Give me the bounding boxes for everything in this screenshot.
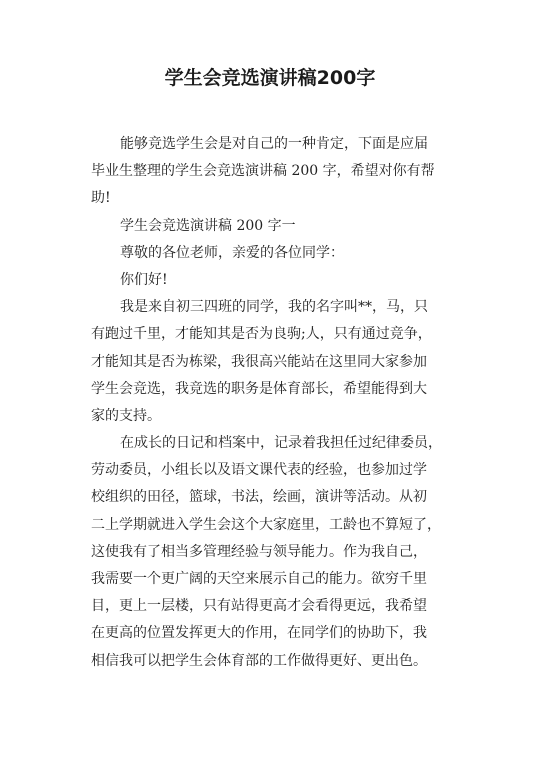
text-line: 尊敬的各位老师，亲爱的各位同学： [120,244,344,261]
document-body [91,131,471,675]
text-line: 在成长的日记和档案中，记录着我担任过纪律委员， [120,435,442,452]
text-line: 学生会竞选，我竞选的职务是体育部长，希望能得到大 [91,380,427,397]
text-line: 家的支持。 [91,407,161,424]
text-line: 我是来自初三四班的同学，我的名字叫**，马，只 [120,299,428,316]
text-line: 在更高的位置发挥更大的作用，在同学们的协助下，我 [91,625,427,642]
text-line: 劳动委员，小组长以及语文课代表的经验，也参加过学 [91,462,427,479]
text-line: 毕业生整理的学生会竞选演讲稿 200 字，希望对你有帮 [91,163,435,180]
text-line: 目，更上一层楼，只有站得更高才会看得更远，我希望 [91,598,427,615]
text-line: 相信我可以把学生会体育部的工作做得更好、更出色。 [91,652,427,669]
document-title: 学生会竞选演讲稿200字 [164,67,376,89]
text-line: 校组织的田径，篮球，书法，绘画，演讲等活动。从初 [91,489,427,506]
text-line: 这使我有了相当多管理经验与领导能力。作为我自己， [91,543,427,560]
text-line: 二上学期就进入学生会这个大家庭里，工龄也不算短了， [91,516,441,533]
text-line: 才能知其是否为栋梁，我很高兴能站在这里同大家参加 [91,353,427,370]
text-line: 你们好! [120,271,168,288]
text-line: 能够竞选学生会是对自己的一种肯定，下面是应届 [120,136,428,152]
text-line: 有跑过千里，才能知其是否为良驹;人，只有通过竞争， [91,326,432,343]
text-line: 学生会竞选演讲稿 200 字一 [120,217,296,234]
text-line: 助! [91,190,111,207]
text-line: 我需要一个更广阔的天空来展示自己的能力。欲穷千里 [91,571,427,587]
